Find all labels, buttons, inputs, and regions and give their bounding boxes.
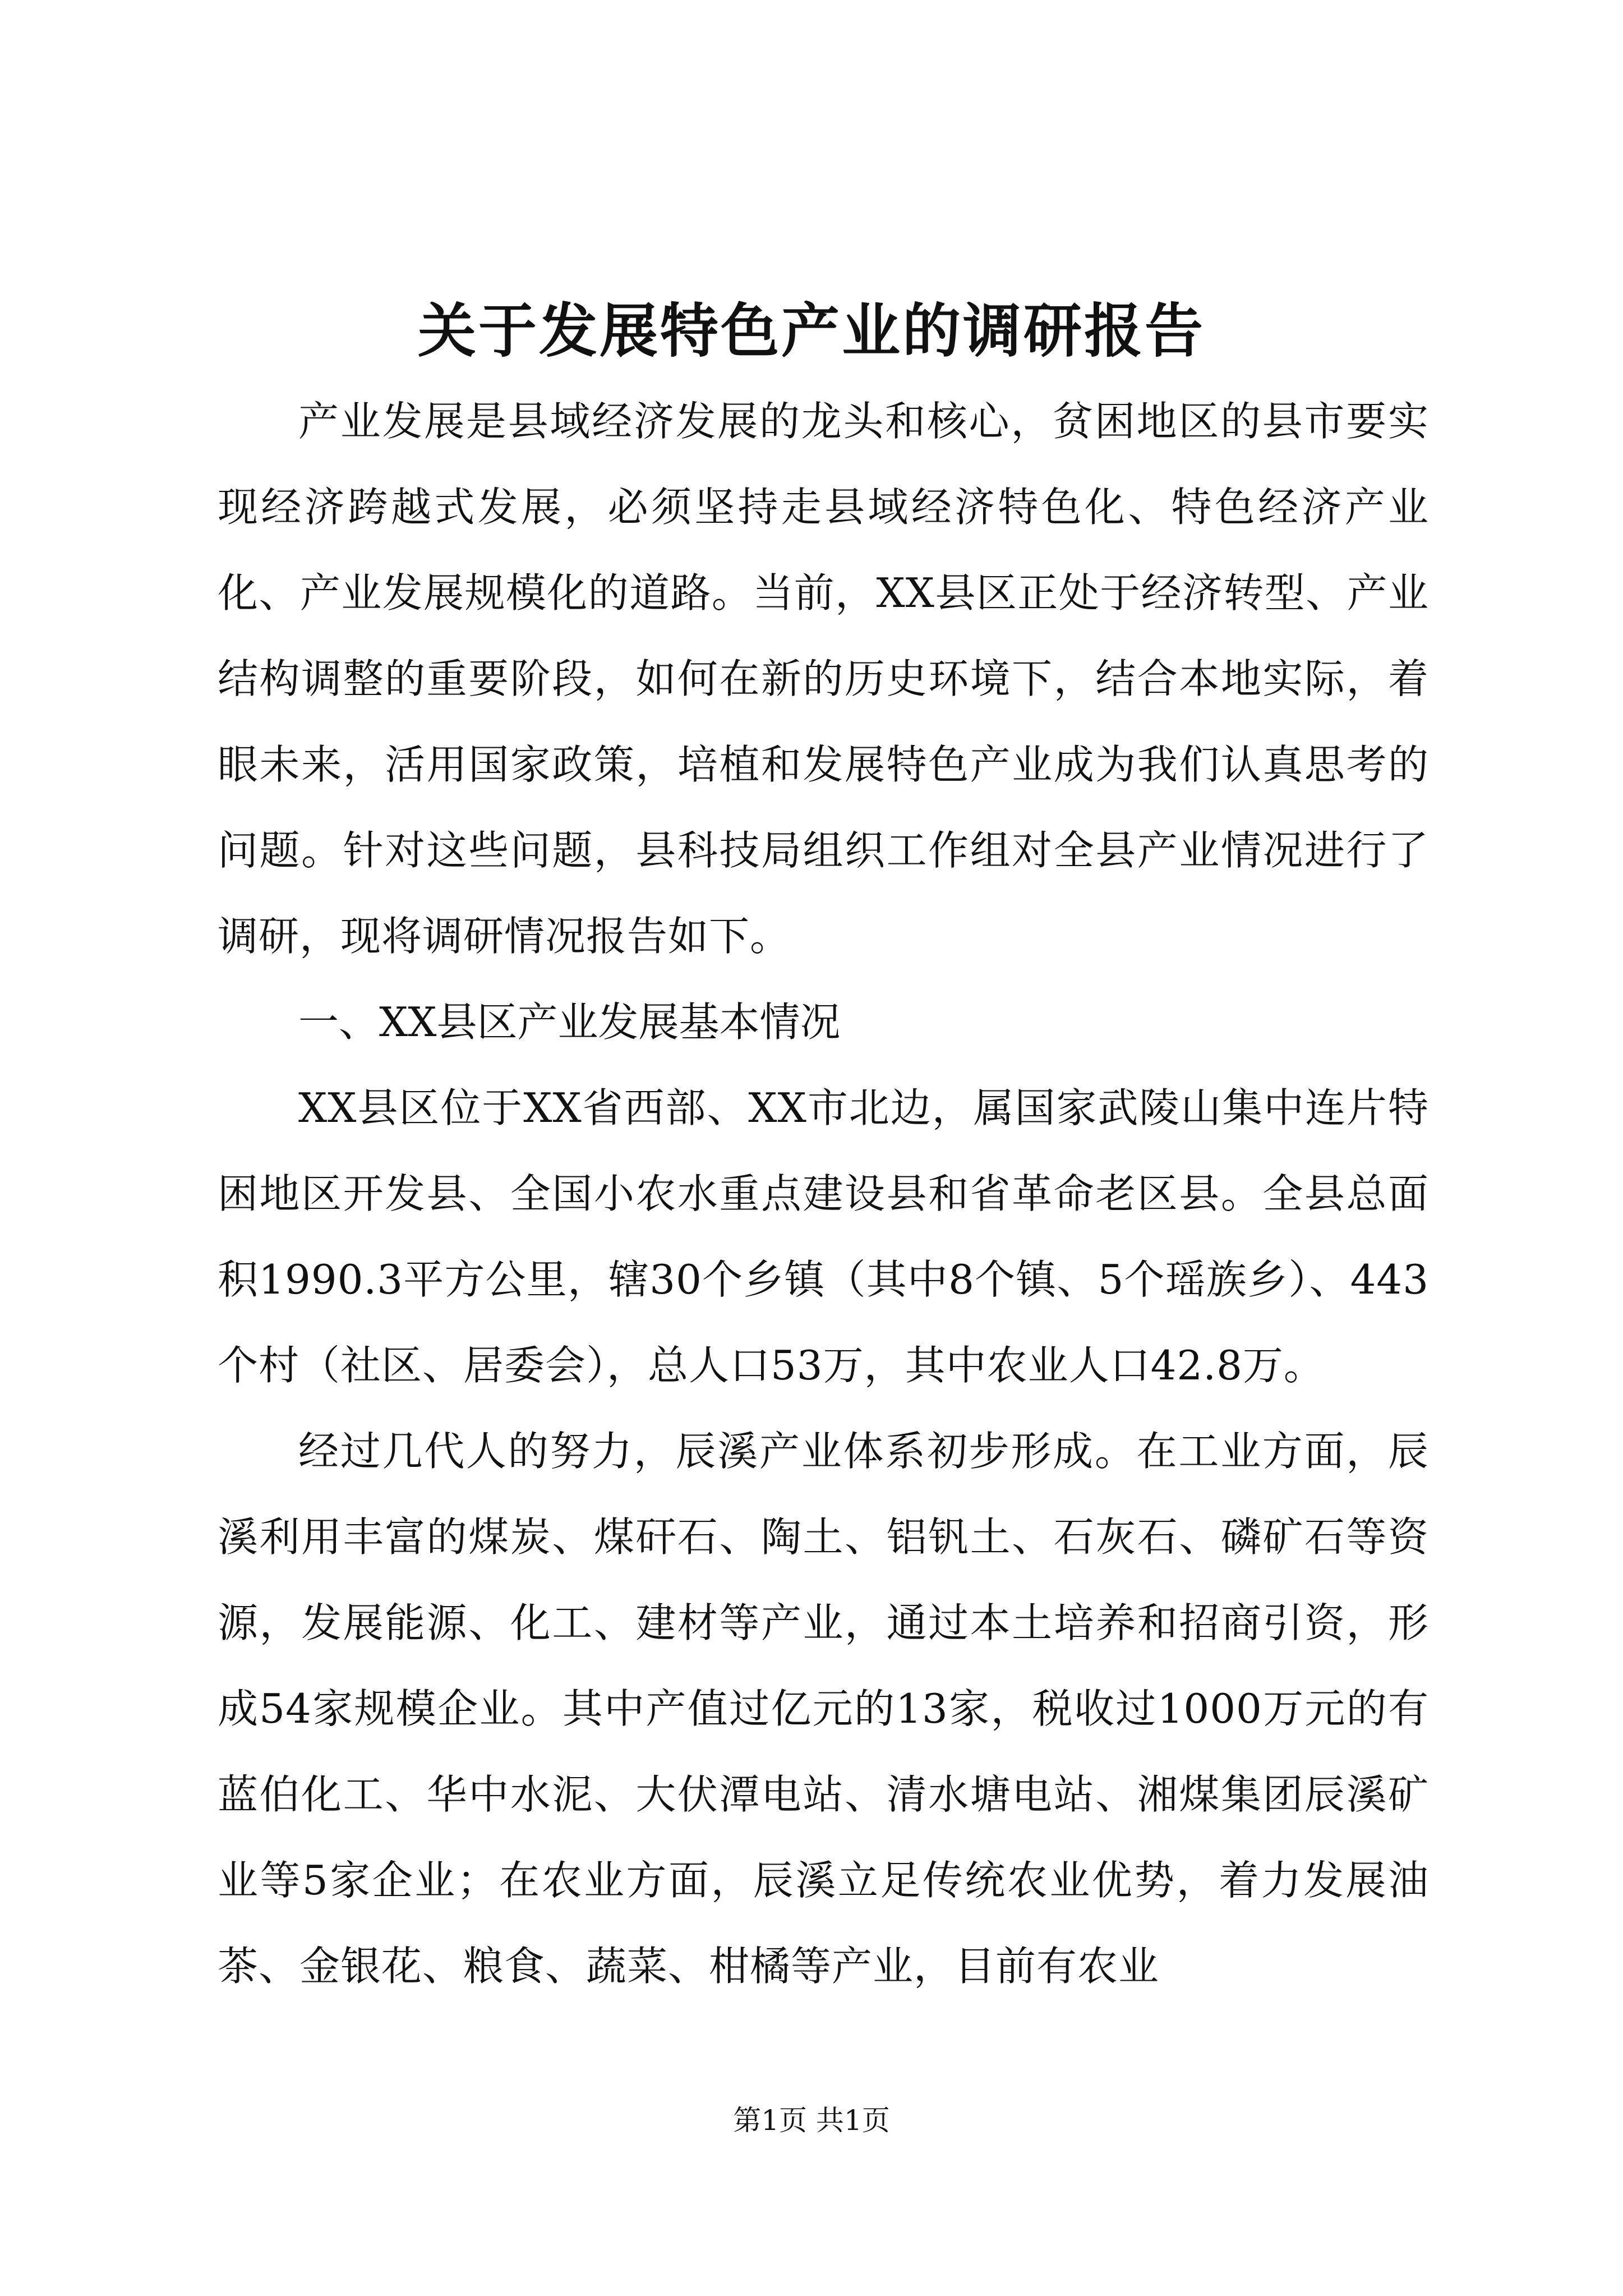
paragraph-intro: 产业发展是县域经济发展的龙头和核心，贫困地区的县市要实现经济跨越式发展，必须坚持走县域经济特色化、特色经济产业化、产业发展规模化的道路。当前，XX县区正处于经济转型、产业结构调整的重要阶段，如何在新的历史环境下，结合本地实际，着眼未来，活用国家政策，培植和发展特色产业成为我们认真思考的问题。针对这些问题，县科技局组织工作组对全县产业情况进行了调研，现将调研情况报告如下。 [218,398,1429,960]
section-heading-1: 一、XX县区产业发展基本情况 [298,999,841,1046]
paragraph-overview: XX县区位于XX省西部、XX市北边，属国家武陵山集中连片特困地区开发县、全国小农水重点建设县和省革命老区县。全县总面积1990.3平方公里，辖30个乡镇（其中8个镇、5个瑶族乡）、443个村（社区、居委会），总人口53万，其中农业人口42.8万。 [218,1084,1429,1389]
document-body [218,379,1429,2009]
paragraph-industry: 经过几代人的努力，辰溪产业体系初步形成。在工业方面，辰溪利用丰富的煤炭、煤矸石、陶土、铝钒土、石灰石、磷矿石等资源，发展能源、化工、建材等产业，通过本土培养和招商引资，形成54家规模企业。其中产值过亿元的13家，税收过1000万元的有蓝伯化工、华中水泥、大伏潭电站、清水塘电站、湘煤集团辰溪矿业等5家企业；在农业方面，辰溪立足传统农业优势，着力发展油茶、金银花、粮食、蔬菜、柑橘等产业，目前有农业 [218,1428,1429,1990]
page-footer: 第1页 共1页 [733,2104,890,2137]
document-title: 关于发展特色产业的调研报告 [417,296,1205,365]
